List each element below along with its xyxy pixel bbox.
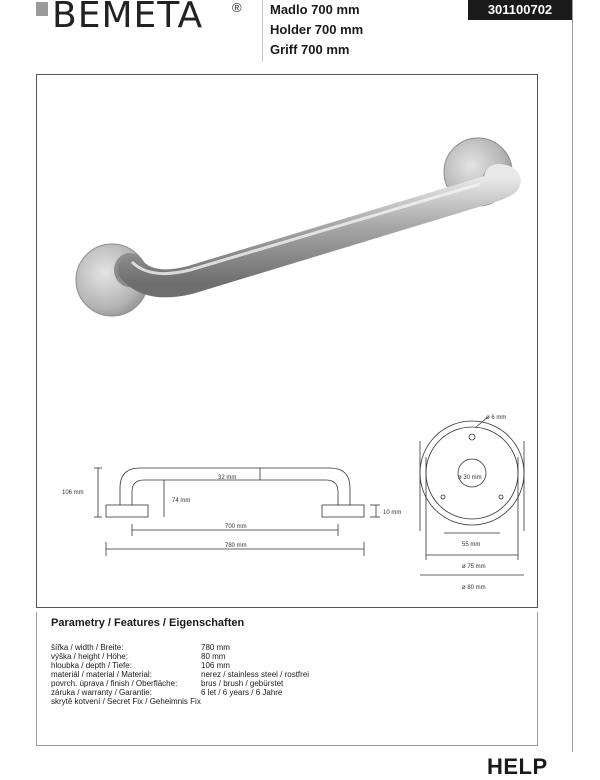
spec-label: materiál / material / Material: — [51, 670, 152, 679]
dim-inner-length: 700 mm — [225, 524, 247, 530]
spec-label: povrch. úprava / finish / Oberfläche: — [51, 679, 178, 688]
dim-outer-circle: ø 80 mm — [462, 585, 486, 591]
spec-row — [51, 679, 309, 688]
spec-label: výška / height / Höhe: — [51, 652, 128, 661]
spec-row — [51, 661, 309, 670]
spec-value: 6 let / 6 years / 6 Jahre — [201, 688, 283, 697]
registered-mark: ® — [232, 0, 242, 15]
dim-inner-circle: ø 75 mm — [462, 564, 486, 570]
spec-value: 106 mm — [201, 661, 230, 670]
spec-row — [51, 652, 309, 661]
spec-value: brus / brush / gebürstet — [201, 679, 284, 688]
side-view-drawing — [60, 450, 420, 600]
dim-height-inner: 74 mm — [172, 498, 191, 504]
page-right-border — [572, 0, 573, 752]
spec-row — [51, 697, 309, 706]
brand-logo: BEMETA — [52, 0, 204, 36]
series-name: HELP — [487, 754, 548, 779]
spec-row — [51, 643, 309, 652]
dim-height-total: 106 mm — [62, 490, 84, 496]
product-titles — [270, 0, 363, 60]
dim-tube-diameter: 32 mm — [218, 475, 237, 481]
front-view-drawing — [410, 405, 534, 600]
spec-row — [51, 688, 309, 697]
dim-hole-diameter: ø 6 mm — [486, 415, 507, 421]
spec-value: nerez / stainless steel / rostfrei — [201, 670, 310, 679]
spec-label: skrytě kotvení / Secret Fix / Geheimnis Fix — [51, 697, 201, 706]
title-en: Holder 700 mm — [270, 22, 364, 37]
specs-title: Parametry / Features / Eigenschaften — [51, 617, 245, 629]
dim-base-thickness: 10 mm — [383, 510, 402, 516]
spec-value: 780 mm — [201, 643, 230, 652]
spec-label: šířka / width / Breite: — [51, 643, 124, 652]
spec-row — [51, 670, 309, 679]
header-divider — [262, 0, 263, 62]
title-cz: Madlo 700 mm — [270, 2, 360, 17]
spec-label: záruka / warranty / Garantie: — [51, 688, 152, 697]
title-de: Griff 700 mm — [270, 42, 350, 57]
spec-value: 80 mm — [201, 652, 226, 661]
logo-accent-bar — [36, 2, 48, 16]
specs-table — [51, 643, 309, 706]
product-code: 301100702 — [468, 0, 572, 20]
dim-center-diameter: ø 30 mm — [458, 475, 482, 481]
spec-label: hloubka / depth / Tiefe: — [51, 661, 132, 670]
dim-hole-spacing: 55 mm — [462, 542, 481, 548]
product-photo — [60, 120, 530, 330]
dim-total-length: 780 mm — [225, 543, 247, 549]
